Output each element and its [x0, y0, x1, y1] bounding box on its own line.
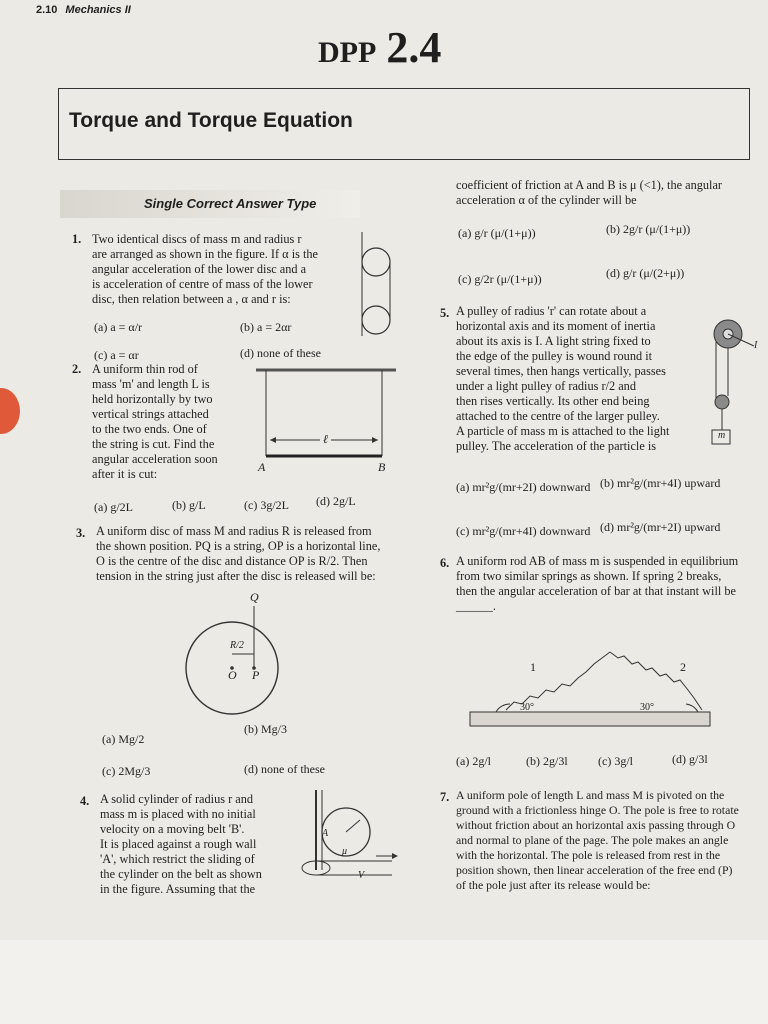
q3-label-q: Q [250, 590, 259, 604]
q3-line: O is the centre of the disc and distance OP is R/2. Then [96, 554, 368, 568]
q2-option-d: (d) 2g/L [316, 494, 356, 508]
q5-option-b: (b) mr²g/(mr+4I) upward [600, 476, 721, 490]
q6-option-a: (a) 2g/l [456, 754, 491, 768]
q4-label-a: A [322, 828, 329, 839]
q5-number: 5. [440, 306, 450, 320]
q2-line: after it is cut: [92, 467, 158, 481]
q2-label-a: A [258, 460, 266, 474]
q4-line: velocity on a moving belt 'B'. [100, 822, 245, 836]
q4-label-v: V [358, 870, 365, 881]
q2-line: vertical strings attached [92, 407, 209, 421]
q1-line: angular acceleration of the lower disc and a [92, 262, 307, 276]
q3-option-a: (a) Mg/2 [102, 732, 145, 746]
q3-figure [186, 596, 316, 726]
q7-line: position shown, then linear acceleration of the free end (P) [456, 863, 733, 877]
q6-line: from two similar springs as shown. If spring 2 breaks, [456, 569, 722, 583]
q5-label-i: I [754, 340, 758, 351]
q5-line: attached to the centre of the larger pulley. [456, 409, 660, 423]
q5-label-m: m [718, 430, 726, 441]
q6-option-b: (b) 2g/3l [526, 754, 568, 768]
q4-option-b: (b) 2g/r (μ/(1+μ)) [606, 222, 691, 236]
q5-line: pulley. The acceleration of the particle is [456, 439, 657, 453]
q4-line: 'A', which restrict the sliding of [100, 852, 255, 866]
q1-option-a: (a) a = α/r [94, 320, 143, 334]
q1-number: 1. [72, 232, 82, 246]
q5-option-a: (a) mr²g/(mr+2I) downward [456, 480, 591, 494]
q4-line: mass m is placed with no initial [100, 807, 256, 821]
q7-line: with the horizontal. The pole is released from rest in the [456, 848, 721, 862]
q6-figure [466, 638, 716, 738]
q2-line: A uniform thin rod of [92, 362, 198, 376]
q3-option-b: (b) Mg/3 [244, 722, 287, 736]
q5-line: A particle of mass m is attached to the light [456, 424, 670, 438]
q2-number: 2. [72, 362, 82, 376]
q5-option-c: (c) mr²g/(mr+4I) downward [456, 524, 591, 538]
q5-figure [708, 312, 760, 452]
thumb-edge [0, 388, 20, 434]
q6-number: 6. [440, 556, 450, 570]
q4-cont-line: acceleration α of the cylinder will be [456, 193, 637, 207]
q4-option-c: (c) g/2r (μ/(1+μ)) [458, 272, 542, 286]
q3-label-r2: R/2 [230, 640, 244, 651]
q3-option-d: (d) none of these [244, 762, 325, 776]
q7-line: and normal to plane of the page. The pole makes an angle [456, 833, 729, 847]
q2-line: held horizontally by two [92, 392, 213, 406]
q5-line: A pulley of radius 'r' can rotate about a [456, 304, 647, 318]
q2-line: angular acceleration soon [92, 452, 218, 466]
dpp-word: DPP [318, 36, 377, 69]
q3-label-o: O [228, 668, 237, 682]
q1-line: disc, then relation between a , α and r is: [92, 292, 291, 306]
q4-option-a: (a) g/r (μ/(1+μ)) [458, 226, 536, 240]
q5-line: then rises vertically. Its other end being [456, 394, 650, 408]
q6-line: then the angular acceleration of bar at that instant will be [456, 584, 736, 598]
q7-line: A uniform pole of length L and mass M is pivoted on the [456, 788, 725, 802]
dpp-number: 2.4 [386, 23, 442, 72]
q7-number: 7. [440, 790, 450, 804]
q2-option-c: (c) 3g/2L [244, 498, 289, 512]
q1-line: are arranged as shown in the figure. If α is the [92, 247, 318, 261]
q1-option-b: (b) a = 2αr [240, 320, 292, 334]
section-banner [60, 190, 360, 218]
q3-option-c: (c) 2Mg/3 [102, 764, 151, 778]
q1-option-c: (c) a = αr [94, 348, 139, 362]
q3-line: A uniform disc of mass M and radius R is released from [96, 524, 372, 538]
q6-option-d: (d) g/3l [672, 752, 708, 766]
q3-label-p: P [252, 668, 260, 682]
q4-option-d: (d) g/r (μ/(2+μ)) [606, 266, 685, 280]
q3-line: tension in the string just after the disc is released will be: [96, 569, 376, 583]
q4-line: in the figure. Assuming that the [100, 882, 256, 896]
q4-figure [296, 790, 406, 890]
q4-cont-line: coefficient of friction at A and B is μ (<1), the angular [456, 178, 722, 192]
q4-label-mu: μ [342, 846, 348, 857]
dpp-heading [318, 22, 441, 73]
q5-line: the edge of the pulley is wound round it [456, 349, 653, 363]
title-box [58, 88, 750, 160]
q5-line: about its axis is I. A light string fixed to [456, 334, 651, 348]
q4-line: It is placed against a rough wall [100, 837, 257, 851]
q1-option-d: (d) none of these [240, 346, 321, 360]
q6-spring2-label: 2 [680, 660, 686, 674]
q5-line: several times, then hangs vertically, passes [456, 364, 666, 378]
q6-line: ______. [456, 599, 496, 613]
q6-angle2: 30° [640, 702, 654, 713]
q5-line: horizontal axis and its moment of inertia [456, 319, 656, 333]
q1-line: is acceleration of centre of mass of the lower [92, 277, 313, 291]
q7-line: without friction about an horizontal axis passing through O [456, 818, 736, 832]
q2-option-b: (b) g/L [172, 498, 206, 512]
q2-figure [256, 370, 396, 470]
q7-line: ground with a frictionless hinge O. The pole is free to rotate [456, 803, 739, 817]
q1-line: Two identical discs of mass m and radius r [92, 232, 302, 246]
q6-line: A uniform rod AB of mass m is suspended in equilibrium [456, 554, 739, 568]
q5-option-d: (d) mr²g/(mr+2I) upward [600, 520, 721, 534]
q2-label-b: B [378, 460, 386, 474]
q2-line: mass 'm' and length L is [92, 377, 210, 391]
book-title: Mechanics II [65, 4, 131, 16]
q2-line: to the two ends. One of [92, 422, 207, 436]
page-number: 2.10 [36, 4, 58, 16]
q6-spring1-label: 1 [530, 660, 536, 674]
q6-angle1: 30° [520, 702, 534, 713]
running-header [36, 4, 131, 16]
q2-length-label: ℓ [320, 432, 331, 447]
q4-number: 4. [80, 794, 90, 808]
section-title: Single Correct Answer Type [144, 196, 317, 211]
q2-option-a: (a) g/2L [94, 500, 133, 514]
q3-number: 3. [76, 526, 86, 540]
page-bottom [0, 940, 768, 1024]
chapter-title: Torque and Torque Equation [69, 109, 353, 132]
q6-option-c: (c) 3g/l [598, 754, 633, 768]
q4-line: A solid cylinder of radius r and [100, 792, 253, 806]
q1-figure [358, 232, 398, 342]
q5-line: under a light pulley of radius r/2 and [456, 379, 636, 393]
q3-line: the shown position. PQ is a string, OP is a horizontal line, [96, 539, 381, 553]
q2-line: the string is cut. Find the [92, 437, 215, 451]
q7-line: of the pole just after its release would be: [456, 878, 651, 892]
q4-line: the cylinder on the belt as shown [100, 867, 262, 881]
